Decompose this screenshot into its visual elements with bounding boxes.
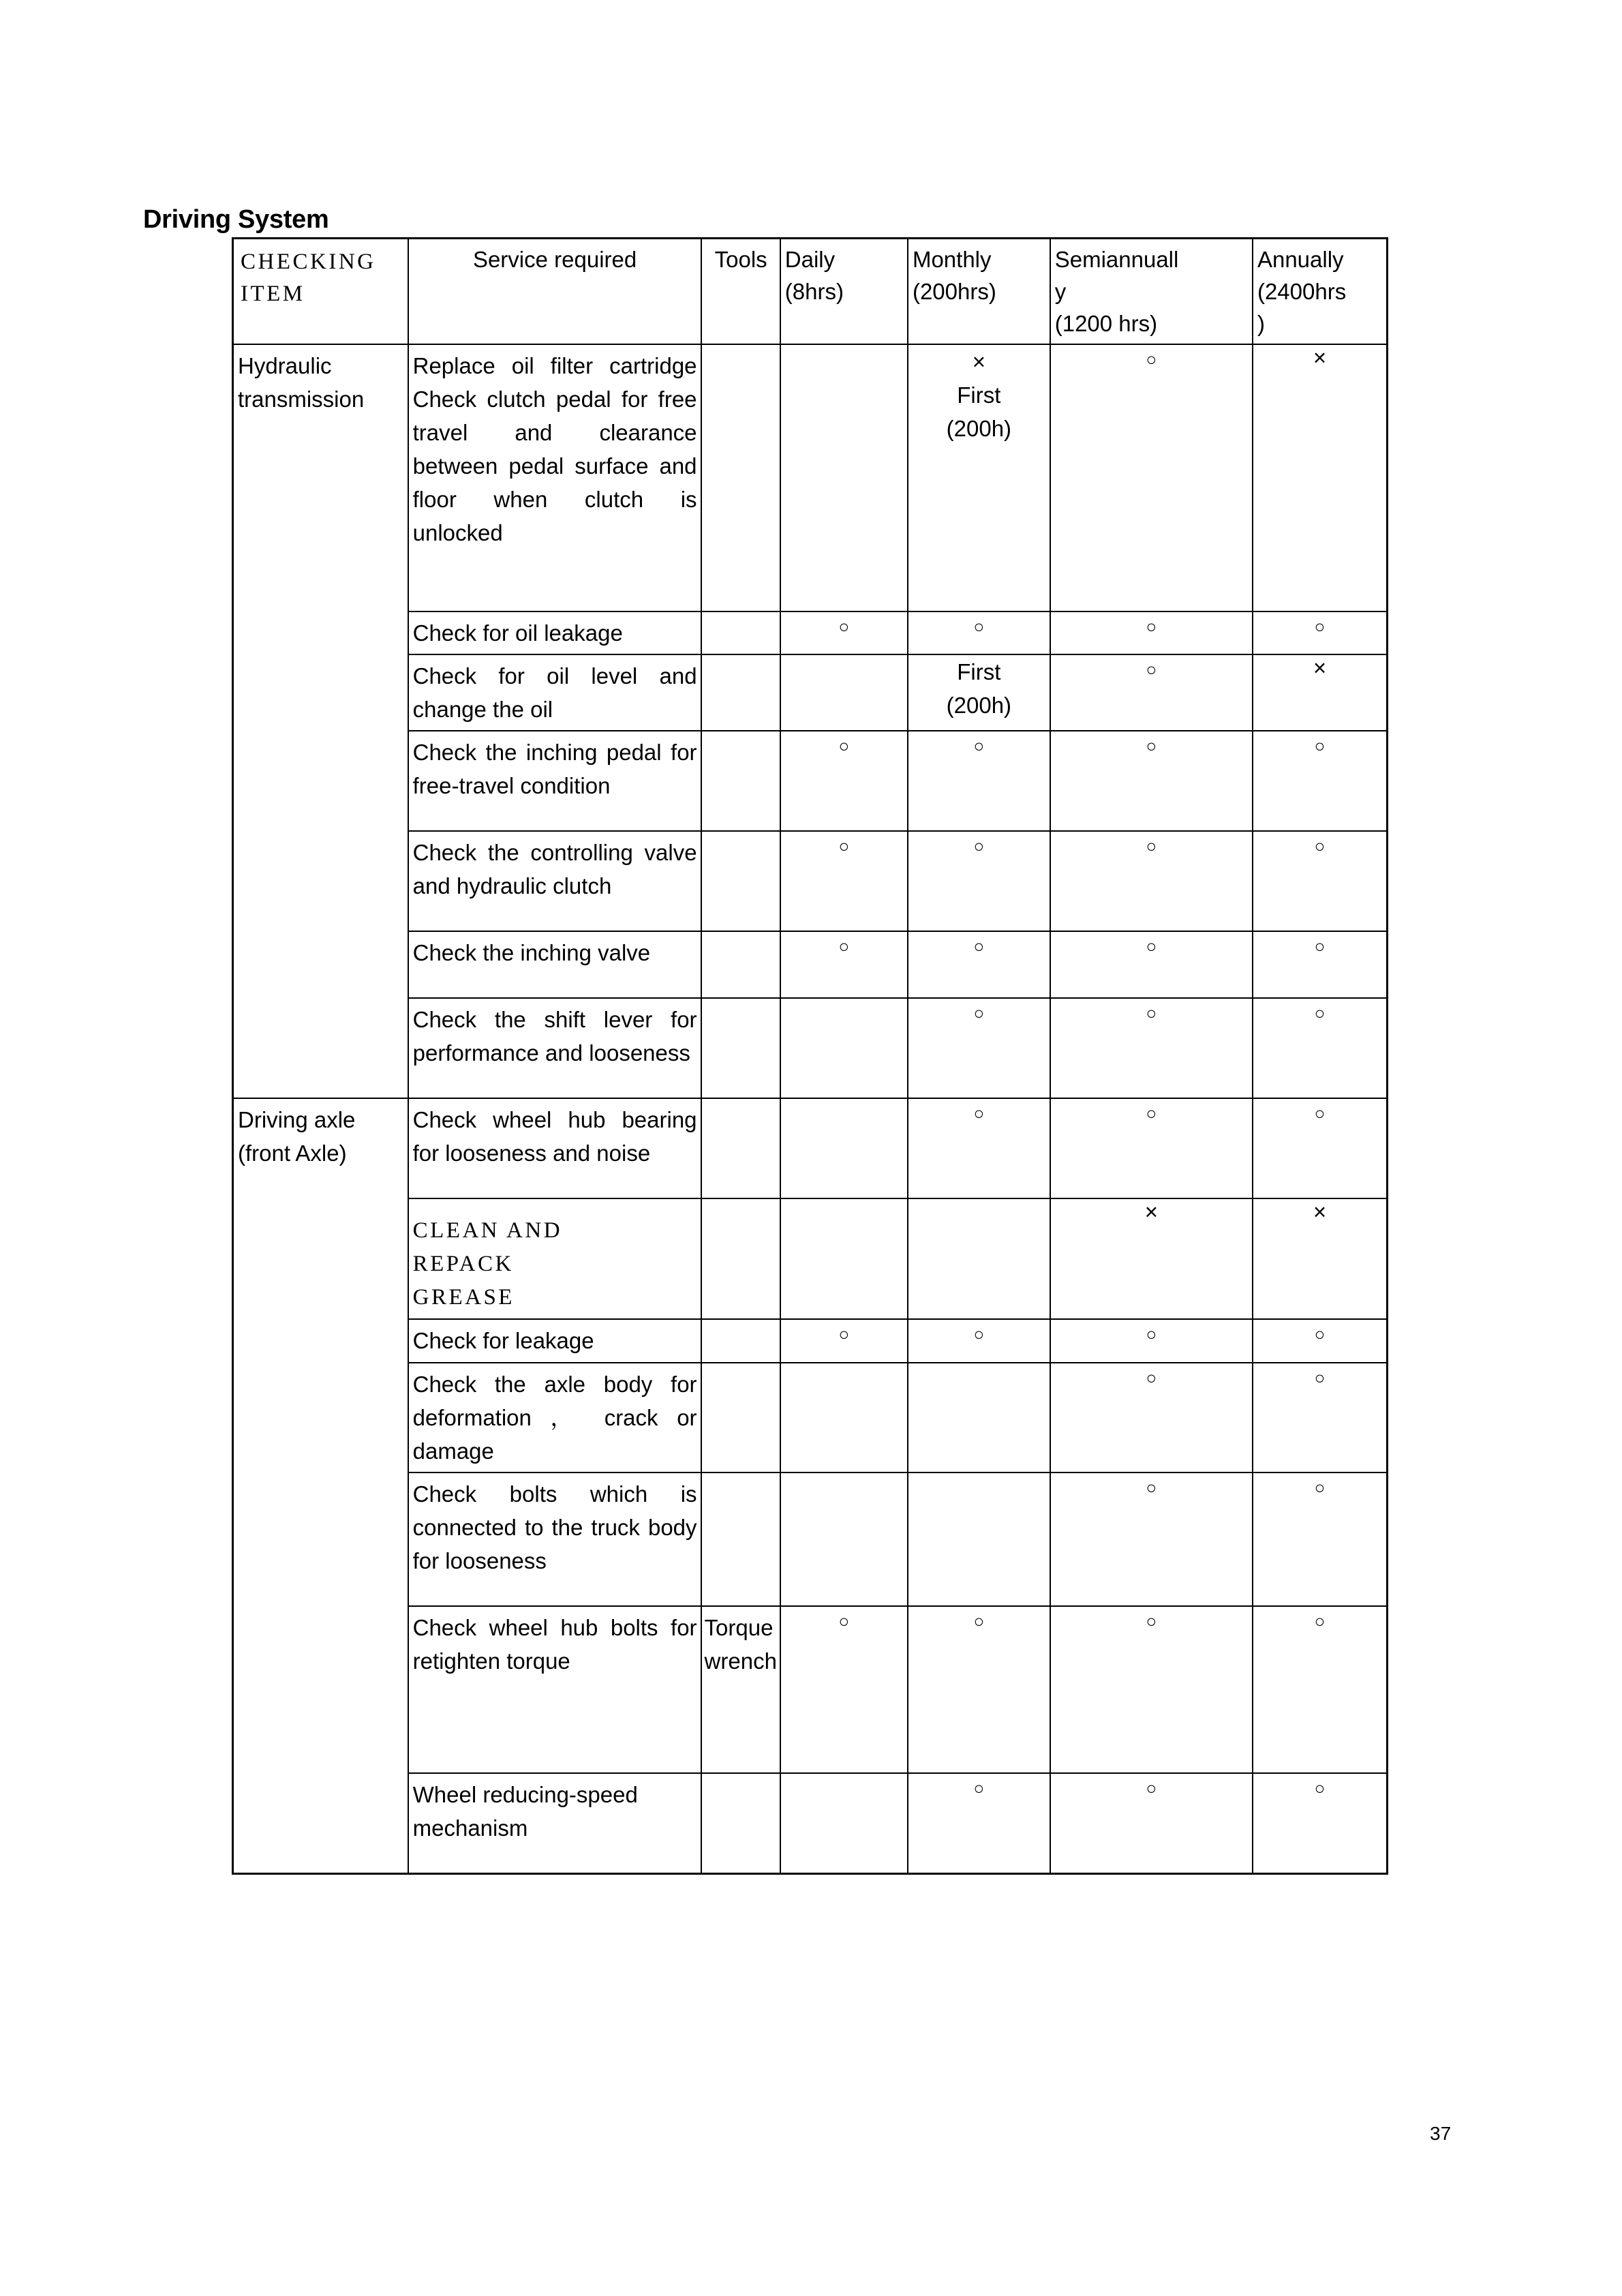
mark-monthly-symbol: ○: [973, 616, 985, 637]
mark-semiannually-symbol: ○: [1146, 616, 1157, 637]
mark-daily: [780, 998, 908, 1098]
tools-cell: [701, 344, 780, 611]
mark-semiannually: [1050, 1319, 1253, 1363]
mark-semiannually-symbol: ○: [1146, 836, 1157, 856]
mark-monthly: [908, 1319, 1050, 1363]
table-row: [233, 344, 1388, 611]
header-monthly-line1: Monthly: [912, 247, 992, 272]
service-text-line1: CLEAN AND: [412, 1218, 563, 1243]
header-tools-label: Tools: [714, 247, 767, 272]
mark-annually: [1253, 1606, 1388, 1773]
mark-annually-symbol: ○: [1314, 1778, 1326, 1798]
mark-monthly-hours: (200h): [946, 693, 1012, 718]
header-monthly: [908, 239, 1050, 345]
header-annually-line2: (2400hrs: [1257, 279, 1347, 304]
service-text: Check for leakage: [412, 1328, 594, 1353]
group-label-hydraulic-transmission: [233, 344, 408, 1098]
service-text: Check the shift lever for performance and looseness: [412, 1007, 697, 1066]
mark-annually: [1253, 1319, 1388, 1363]
mark-annually-symbol: ○: [1314, 1003, 1326, 1023]
tools-cell: [701, 1319, 780, 1363]
mark-monthly: [908, 1098, 1050, 1198]
service-cell: [408, 1198, 701, 1319]
mark-annually: [1253, 1363, 1388, 1472]
header-annually-line1: Annually: [1257, 247, 1344, 272]
service-text: Check for oil leakage: [412, 620, 623, 646]
mark-annually-symbol: ○: [1314, 936, 1326, 956]
mark-daily-symbol: ○: [838, 836, 850, 856]
mark-monthly-symbol: ○: [973, 1103, 985, 1123]
table-header-row: [233, 239, 1388, 345]
tools-cell: [701, 931, 780, 998]
page-number: 37: [1430, 2123, 1452, 2144]
mark-annually: [1253, 654, 1388, 731]
service-text: Check the inching valve: [412, 940, 651, 965]
mark-semiannually: [1050, 1606, 1253, 1773]
mark-monthly-symbol: ○: [973, 836, 985, 856]
mark-annually: [1253, 998, 1388, 1098]
mark-annually-symbol: ○: [1314, 1368, 1326, 1388]
mark-monthly: [908, 344, 1050, 611]
service-text-line3: GREASE: [412, 1285, 515, 1310]
service-cell: [408, 1363, 701, 1472]
mark-daily: [780, 731, 908, 831]
header-annually-block: [1253, 239, 1386, 344]
mark-monthly-symbol: ×: [972, 349, 985, 374]
mark-annually-symbol: ○: [1314, 1103, 1326, 1123]
mark-annually: [1253, 1098, 1388, 1198]
mark-annually: [1253, 731, 1388, 831]
header-daily: [780, 239, 908, 345]
service-cell: [408, 1319, 701, 1363]
tools-text: [702, 612, 780, 620]
mark-semiannually: [1050, 654, 1253, 731]
group-label-driving-axle-block: [234, 1099, 408, 1174]
mark-daily: [780, 1363, 908, 1472]
header-semiannually-line3: (1200 hrs): [1054, 311, 1158, 336]
mark-semiannually-symbol: ○: [1146, 1368, 1157, 1388]
mark-annually: [1253, 611, 1388, 654]
header-monthly-line2: (200hrs): [912, 279, 996, 304]
mark-semiannually: [1050, 831, 1253, 931]
header-daily-block: [781, 239, 907, 312]
mark-monthly-symbol: ○: [973, 1324, 985, 1344]
tools-cell: [701, 654, 780, 731]
mark-daily: [780, 1472, 908, 1606]
service-cell: [408, 1472, 701, 1606]
mark-daily: [780, 1098, 908, 1198]
tools-cell: [701, 1773, 780, 1873]
mark-annually-symbol: ×: [1313, 345, 1327, 370]
mark-semiannually: [1050, 931, 1253, 998]
tools-cell: [701, 1098, 780, 1198]
service-text: Check the controlling valve and hydraulic clutch: [412, 840, 697, 898]
tools-cell: [701, 831, 780, 931]
mark-semiannually: [1050, 1198, 1253, 1319]
group-label-driving-axle-line1: Driving axle: [238, 1107, 356, 1132]
tools-text: [702, 1320, 780, 1328]
header-annually: [1253, 239, 1388, 345]
tools-cell: [701, 1198, 780, 1319]
mark-semiannually-symbol: ○: [1146, 936, 1157, 956]
tools-cell: [701, 611, 780, 654]
mark-daily: [780, 1198, 908, 1319]
service-text: Check wheel hub bolts for retighten torque: [412, 1615, 697, 1674]
service-text: Check the inching pedal for free-travel condition: [412, 740, 697, 798]
service-text: Replace oil filter cartridge Check clutch pedal for free travel and clearance between pedal surface and floor when clutch is unlocked: [412, 353, 697, 545]
tools-text: [702, 1774, 780, 1782]
mark-semiannually-symbol: ×: [1144, 1199, 1158, 1224]
mark-monthly-first: First: [957, 659, 1001, 684]
mark-monthly-symbol: ○: [973, 1003, 985, 1023]
header-annually-line3: ): [1257, 311, 1265, 336]
mark-semiannually-symbol: ○: [1146, 1103, 1157, 1123]
tools-text: [702, 999, 780, 1007]
header-service-required: [408, 239, 701, 345]
page-title: Driving System: [143, 205, 329, 234]
maintenance-schedule-table: [232, 237, 1388, 1875]
mark-annually-symbol: ○: [1314, 836, 1326, 856]
mark-daily-symbol: ○: [838, 936, 850, 956]
table-row: [233, 1098, 1388, 1198]
header-checking-item: [233, 239, 408, 345]
mark-daily-symbol: ○: [838, 1611, 850, 1631]
group-label-driving-axle: [233, 1098, 408, 1873]
service-cell: [408, 344, 701, 611]
header-monthly-block: [908, 239, 1050, 312]
mark-annually: [1253, 931, 1388, 998]
mark-annually-symbol: ○: [1314, 1611, 1326, 1631]
service-text: Check wheel hub bearing for looseness and noise: [412, 1107, 697, 1166]
mark-annually-symbol: ○: [1314, 1324, 1326, 1344]
tools-text: [702, 832, 780, 840]
service-cell: [408, 654, 701, 731]
tools-text: [702, 932, 780, 940]
mark-semiannually: [1050, 998, 1253, 1098]
mark-annually: [1253, 1472, 1388, 1606]
mark-monthly: [908, 1472, 1050, 1606]
tools-text: [702, 731, 780, 740]
mark-monthly: [908, 998, 1050, 1098]
mark-monthly: [908, 1773, 1050, 1873]
tools-text: [702, 345, 780, 353]
mark-annually: [1253, 344, 1388, 611]
tools-cell: [701, 1606, 780, 1773]
tools-cell: [701, 731, 780, 831]
group-label-hydraulic-transmission-text: Hydraulic transmission: [238, 353, 365, 412]
mark-annually: [1253, 1773, 1388, 1873]
service-cell: [408, 1606, 701, 1773]
service-cell: [408, 831, 701, 931]
mark-semiannually: [1050, 1773, 1253, 1873]
service-cell: [408, 611, 701, 654]
mark-monthly: [908, 1198, 1050, 1319]
mark-monthly: [908, 731, 1050, 831]
header-semiannually-line1: Semiannuall: [1054, 247, 1179, 272]
mark-semiannually-symbol: ○: [1146, 1611, 1157, 1631]
mark-daily: [780, 931, 908, 998]
tools-text: [702, 1199, 780, 1207]
mark-semiannually: [1050, 611, 1253, 654]
mark-monthly-symbol: ○: [973, 736, 985, 756]
tools-cell: [701, 1472, 780, 1606]
mark-monthly: [908, 654, 1050, 731]
service-cell: [408, 931, 701, 998]
mark-monthly-first: First: [957, 382, 1001, 408]
mark-semiannually-symbol: ○: [1146, 349, 1157, 369]
header-daily-line2: (8hrs): [784, 279, 844, 304]
service-text: Check bolts which is connected to the truck body for looseness: [412, 1481, 697, 1573]
mark-daily: [780, 654, 908, 731]
mark-daily: [780, 831, 908, 931]
tools-cell: [701, 1363, 780, 1472]
tools-text: [702, 1099, 780, 1107]
mark-annually-symbol: ○: [1314, 736, 1326, 756]
mark-annually-symbol: ×: [1313, 1199, 1327, 1224]
mark-monthly: [908, 1363, 1050, 1472]
service-cell: [408, 731, 701, 831]
mark-monthly: [908, 1606, 1050, 1773]
mark-daily: [780, 344, 908, 611]
mark-semiannually-symbol: ○: [1146, 1324, 1157, 1344]
mark-daily: [780, 1606, 908, 1773]
service-text: Check the axle body for deformation ， crack or damage: [412, 1372, 697, 1464]
mark-annually: [1253, 1198, 1388, 1319]
tools-text: [702, 655, 780, 663]
service-text: Check for oil level and change the oil: [412, 663, 697, 722]
tools-text: [702, 1473, 780, 1481]
mark-monthly: [908, 831, 1050, 931]
mark-semiannually: [1050, 731, 1253, 831]
group-label-driving-axle-line2: (front Axle): [238, 1141, 347, 1166]
mark-monthly: [908, 931, 1050, 998]
mark-annually: [1253, 831, 1388, 931]
service-cell: [408, 1773, 701, 1873]
mark-monthly-symbol: ○: [973, 1611, 985, 1631]
service-text-block: [409, 1199, 701, 1318]
header-semiannually: [1050, 239, 1253, 345]
mark-semiannually-symbol: ○: [1146, 736, 1157, 756]
mark-semiannually-symbol: ○: [1146, 1477, 1157, 1498]
mark-monthly-hours: (200h): [946, 416, 1012, 441]
mark-semiannually: [1050, 344, 1253, 611]
mark-monthly: [908, 611, 1050, 654]
mark-daily: [780, 611, 908, 654]
mark-semiannually: [1050, 1098, 1253, 1198]
mark-annually-symbol: ×: [1313, 655, 1327, 680]
service-text: Wheel reducing-speed mechanism: [412, 1782, 638, 1841]
tools-text: Torque wrench: [704, 1615, 777, 1674]
mark-monthly-symbol: ○: [973, 936, 985, 956]
header-semiannually-line2: y: [1054, 279, 1067, 304]
service-cell: [408, 998, 701, 1098]
mark-daily-symbol: ○: [838, 736, 850, 756]
mark-annually-symbol: ○: [1314, 616, 1326, 637]
mark-semiannually-symbol: ○: [1146, 1003, 1157, 1023]
service-cell: [408, 1098, 701, 1198]
mark-semiannually: [1050, 1363, 1253, 1472]
tools-text: [702, 1363, 780, 1372]
header-service-required-label: Service required: [472, 247, 637, 272]
mark-semiannually-symbol: ○: [1146, 1778, 1157, 1798]
mark-semiannually-symbol: ○: [1146, 659, 1157, 680]
header-checking-item-label: CHECKING ITEM: [241, 250, 376, 306]
header-semiannually-block: [1051, 239, 1252, 344]
header-daily-line1: Daily: [784, 247, 836, 272]
tools-cell: [701, 998, 780, 1098]
mark-monthly-symbol: ○: [973, 1778, 985, 1798]
mark-daily-symbol: ○: [838, 1324, 850, 1344]
service-text-line2: REPACK: [412, 1252, 514, 1276]
header-tools: [701, 239, 780, 345]
mark-daily: [780, 1773, 908, 1873]
mark-daily-symbol: ○: [838, 616, 850, 637]
mark-annually-symbol: ○: [1314, 1477, 1326, 1498]
mark-semiannually: [1050, 1472, 1253, 1606]
mark-daily: [780, 1319, 908, 1363]
